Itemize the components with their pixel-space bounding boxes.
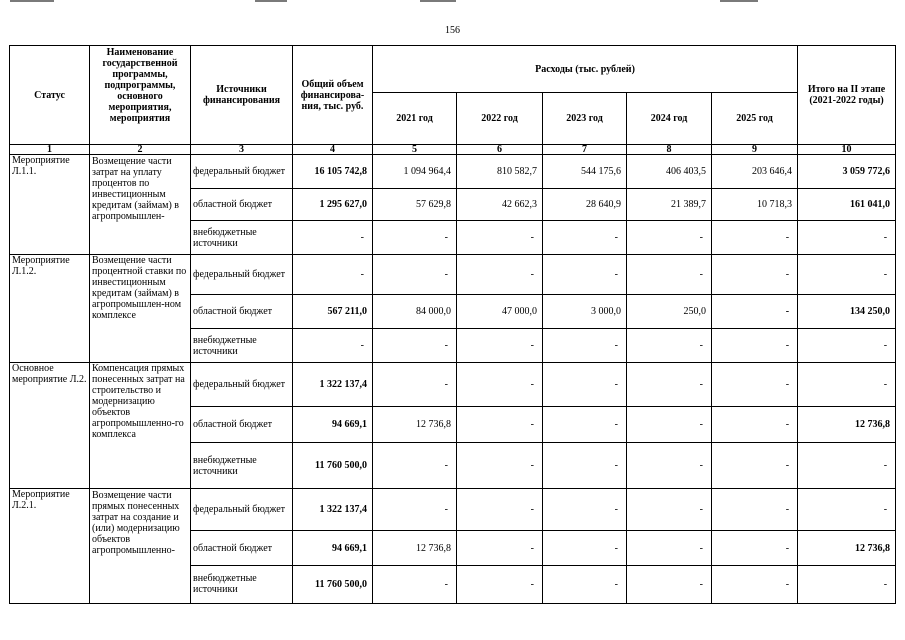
- total-cell: -: [293, 255, 373, 295]
- value-cell: 10 718,3: [712, 189, 798, 221]
- header-year: 2025 год: [712, 93, 798, 145]
- value-cell: -: [712, 363, 798, 407]
- value-cell: -: [457, 407, 543, 443]
- stage-total-cell: -: [798, 565, 896, 603]
- value-cell: 3 000,0: [543, 295, 627, 329]
- table-row: [10, 363, 896, 407]
- value-cell: -: [373, 363, 457, 407]
- value-cell: -: [373, 489, 457, 531]
- source-cell: федеральный бюджет: [191, 363, 293, 407]
- column-number: 8: [627, 145, 712, 155]
- name-text: Возмещение части прямых понесенных затрат на создание и (или) модернизацию объектов агропромышленно-: [92, 490, 180, 556]
- value-cell: -: [627, 407, 712, 443]
- value-cell: 12 736,8: [373, 407, 457, 443]
- scan-edge-mark: [255, 0, 287, 2]
- value-cell: -: [627, 531, 712, 565]
- table-row: [10, 255, 896, 295]
- source-cell: областной бюджет: [191, 295, 293, 329]
- value-cell: -: [373, 255, 457, 295]
- value-cell: -: [457, 443, 543, 489]
- value-cell: -: [627, 443, 712, 489]
- value-cell: -: [627, 221, 712, 255]
- value-cell: -: [712, 407, 798, 443]
- total-cell: -: [293, 221, 373, 255]
- name-cell: Компенсация прямых понесенных затрат на строительство и модернизацию объектов агропромышленно-го комплекса: [90, 363, 191, 489]
- value-cell: -: [457, 329, 543, 363]
- value-cell: -: [373, 221, 457, 255]
- source-cell: областной бюджет: [191, 531, 293, 565]
- value-cell: -: [627, 565, 712, 603]
- stage-total-cell: 12 736,8: [798, 531, 896, 565]
- stage-total-cell: -: [798, 329, 896, 363]
- column-number: 5: [373, 145, 457, 155]
- total-cell: 11 760 500,0: [293, 565, 373, 603]
- value-cell: 84 000,0: [373, 295, 457, 329]
- value-cell: -: [373, 329, 457, 363]
- value-cell: -: [457, 255, 543, 295]
- header-row: [10, 46, 896, 93]
- column-number: 6: [457, 145, 543, 155]
- value-cell: 12 736,8: [373, 531, 457, 565]
- source-cell: внебюджетные источники: [191, 443, 293, 489]
- column-number: 9: [712, 145, 798, 155]
- value-cell: 544 175,6: [543, 155, 627, 189]
- value-cell: -: [712, 221, 798, 255]
- value-cell: -: [543, 565, 627, 603]
- table-row: [10, 489, 896, 531]
- value-cell: 810 582,7: [457, 155, 543, 189]
- name-text: Возмещение части затрат на уплату процентов по инвестиционным кредитам (займам) в агропромышлен-: [92, 156, 180, 222]
- total-cell: 94 669,1: [293, 407, 373, 443]
- value-cell: -: [627, 363, 712, 407]
- value-cell: 203 646,4: [712, 155, 798, 189]
- column-number: 1: [10, 145, 90, 155]
- value-cell: -: [627, 255, 712, 295]
- value-cell: 57 629,8: [373, 189, 457, 221]
- value-cell: -: [627, 489, 712, 531]
- header-name: [90, 46, 191, 145]
- column-number: 2: [90, 145, 191, 155]
- header-status: Статус: [10, 46, 90, 145]
- table-row: [10, 155, 896, 189]
- stage-total-cell: -: [798, 363, 896, 407]
- column-number: 3: [191, 145, 293, 155]
- value-cell: -: [543, 443, 627, 489]
- value-cell: -: [543, 255, 627, 295]
- status-cell: Мероприятие Л.2.1.: [10, 489, 90, 604]
- header-year: 2022 год: [457, 93, 543, 145]
- value-cell: 1 094 964,4: [373, 155, 457, 189]
- value-cell: -: [373, 443, 457, 489]
- source-cell: областной бюджет: [191, 407, 293, 443]
- status-cell: Основное мероприятие Л.2.: [10, 363, 90, 489]
- header-year: 2024 год: [627, 93, 712, 145]
- header-stage-total: Итого на II этапе (2021-2022 годы): [798, 46, 896, 145]
- header-year: 2023 год: [543, 93, 627, 145]
- name-cell: [90, 155, 191, 255]
- total-cell: 1 295 627,0: [293, 189, 373, 221]
- value-cell: 28 640,9: [543, 189, 627, 221]
- value-cell: -: [543, 489, 627, 531]
- page-number: 156: [445, 25, 460, 36]
- stage-total-cell: 3 059 772,6: [798, 155, 896, 189]
- stage-total-cell: -: [798, 443, 896, 489]
- value-cell: -: [712, 255, 798, 295]
- column-number: 7: [543, 145, 627, 155]
- column-number: 4: [293, 145, 373, 155]
- stage-total-cell: -: [798, 221, 896, 255]
- total-cell: 11 760 500,0: [293, 443, 373, 489]
- scan-edge-mark: [720, 0, 758, 2]
- column-number-row: [10, 145, 896, 155]
- value-cell: 42 662,3: [457, 189, 543, 221]
- value-cell: 250,0: [627, 295, 712, 329]
- header-name-text: Наименование государственной программы, подпрограммы, основного мероприятия, мероприятия: [102, 47, 178, 124]
- total-cell: 94 669,1: [293, 531, 373, 565]
- value-cell: -: [373, 565, 457, 603]
- header-year: 2021 год: [373, 93, 457, 145]
- value-cell: 406 403,5: [627, 155, 712, 189]
- value-cell: -: [712, 531, 798, 565]
- value-cell: -: [712, 565, 798, 603]
- value-cell: -: [457, 531, 543, 565]
- value-cell: -: [712, 489, 798, 531]
- value-cell: -: [457, 489, 543, 531]
- scan-edge-mark: [420, 0, 456, 2]
- value-cell: -: [712, 443, 798, 489]
- value-cell: -: [457, 221, 543, 255]
- stage-total-cell: -: [798, 489, 896, 531]
- total-cell: 1 322 137,4: [293, 363, 373, 407]
- stage-total-cell: 161 041,0: [798, 189, 896, 221]
- value-cell: -: [627, 329, 712, 363]
- value-cell: -: [712, 295, 798, 329]
- source-cell: внебюджетные источники: [191, 329, 293, 363]
- name-cell: [90, 489, 191, 604]
- source-cell: федеральный бюджет: [191, 489, 293, 531]
- value-cell: -: [712, 329, 798, 363]
- value-cell: -: [543, 329, 627, 363]
- header-expenses: Расходы (тыс. рублей): [373, 46, 798, 93]
- value-cell: -: [543, 531, 627, 565]
- scan-edge-mark: [10, 0, 54, 2]
- total-cell: 567 211,0: [293, 295, 373, 329]
- value-cell: -: [543, 363, 627, 407]
- total-cell: -: [293, 329, 373, 363]
- value-cell: -: [543, 407, 627, 443]
- name-cell: Возмещение части процентной ставки по инвестиционным кредитам (займам) в агропромышлен-ном комплексе: [90, 255, 191, 363]
- status-cell: Мероприятие Л.1.1.: [10, 155, 90, 255]
- stage-total-cell: 12 736,8: [798, 407, 896, 443]
- column-number: 10: [798, 145, 896, 155]
- source-cell: внебюджетные источники: [191, 565, 293, 603]
- status-cell: Мероприятие Л.1.2.: [10, 255, 90, 363]
- value-cell: 21 389,7: [627, 189, 712, 221]
- total-cell: 16 105 742,8: [293, 155, 373, 189]
- value-cell: -: [457, 363, 543, 407]
- source-cell: федеральный бюджет: [191, 155, 293, 189]
- source-cell: федеральный бюджет: [191, 255, 293, 295]
- stage-total-cell: -: [798, 255, 896, 295]
- value-cell: -: [457, 565, 543, 603]
- header-total: Общий объем финансирова-ния, тыс. руб.: [293, 46, 373, 145]
- stage-total-cell: 134 250,0: [798, 295, 896, 329]
- total-cell: 1 322 137,4: [293, 489, 373, 531]
- header-sources: Источники финансирования: [191, 46, 293, 145]
- budget-table: [9, 45, 896, 604]
- value-cell: 47 000,0: [457, 295, 543, 329]
- source-cell: внебюджетные источники: [191, 221, 293, 255]
- source-cell: областной бюджет: [191, 189, 293, 221]
- value-cell: -: [543, 221, 627, 255]
